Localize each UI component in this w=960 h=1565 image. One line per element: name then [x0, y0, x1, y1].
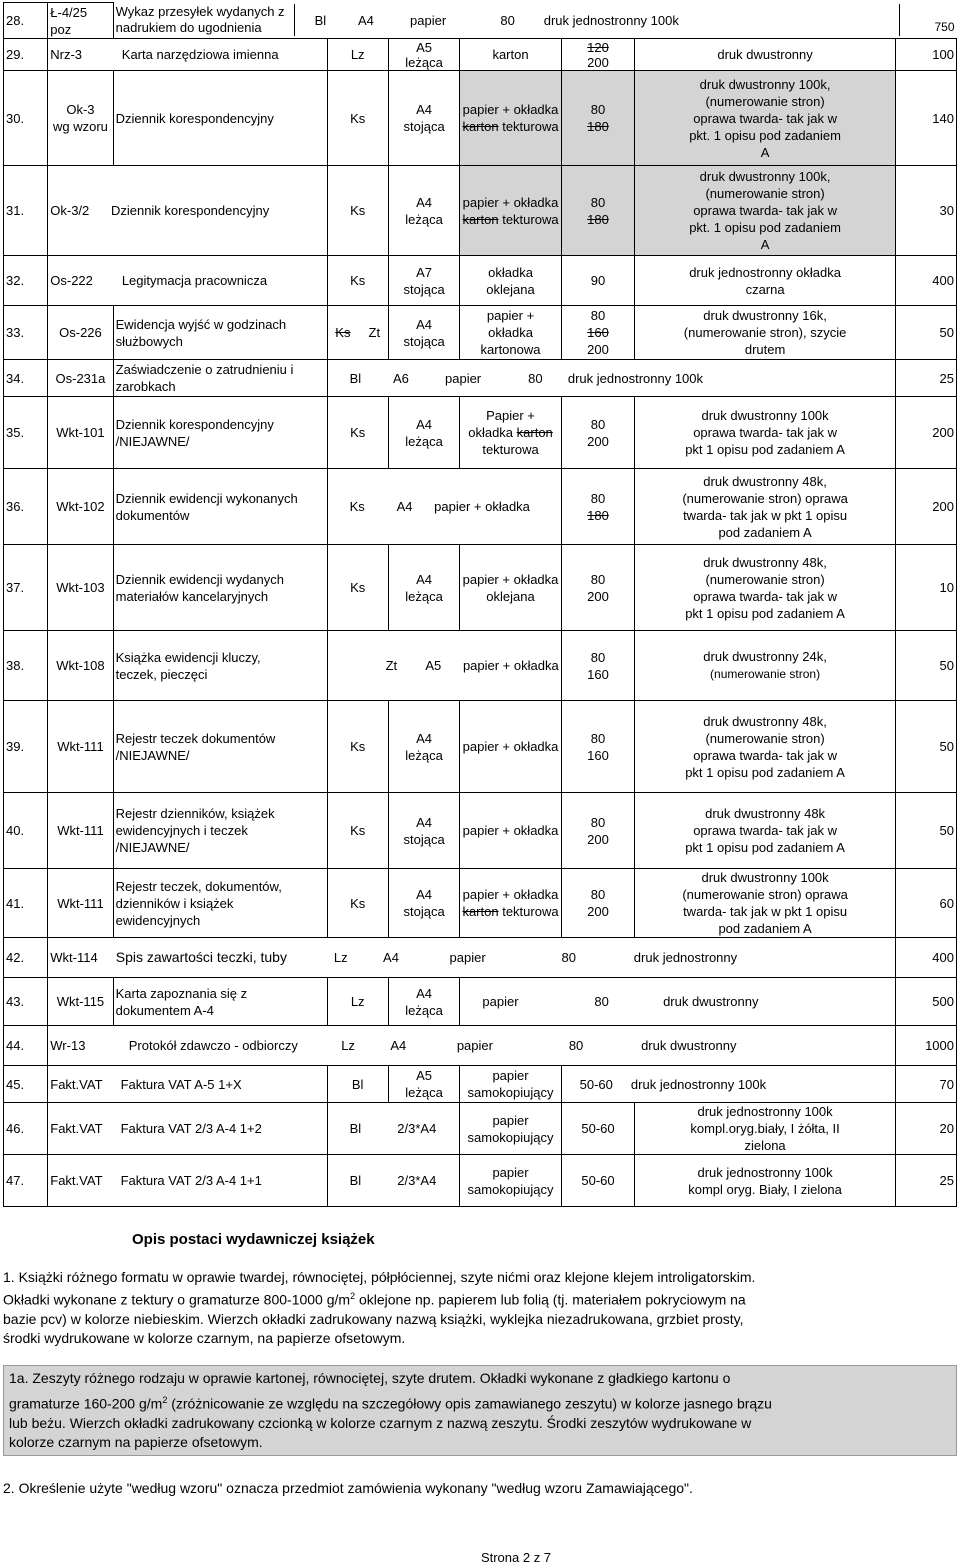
row-number: 39. [4, 701, 48, 793]
table-row [4, 631, 957, 701]
row-number: 40. [4, 793, 48, 869]
row-number: 28. [4, 3, 48, 39]
form-print: druk dwustronny 48k, (numerowanie stron) oprawa twarda- tak jak w pkt 1 opisu pod zadaniem A [635, 469, 895, 545]
quantity: 60 [895, 869, 956, 938]
form-print: druk dwustronny 16k, (numerowanie stron), szycie drutem [635, 306, 895, 360]
form-material: papier + okładka karton tekturowa [460, 166, 561, 256]
quantity: 750 [899, 4, 957, 36]
form-type: Ks [327, 71, 388, 166]
form-type: Ks [327, 545, 388, 631]
form-specs: Zt A5 papier + okładka [327, 631, 561, 701]
form-code: Wkt-102 [48, 469, 113, 545]
table-row [4, 1066, 957, 1103]
form-type: Ks Zt [327, 306, 388, 360]
form-weight: 80 180 [561, 71, 635, 166]
form-specs: papier 80 druk dwustronny [460, 978, 895, 1026]
form-weight: 80 200 [561, 869, 635, 938]
form-type: Lz [327, 978, 388, 1026]
form-weight: 50-60 [561, 1155, 635, 1207]
form-name: Ewidencja wyjść w godzinach służbowych [113, 306, 327, 360]
form-weight: 80 160 [561, 701, 635, 793]
form-name: Zaświadczenie o zatrudnieniu i zarobkach [113, 360, 327, 397]
quantity: 10 [895, 545, 956, 631]
form-material: papier + okładka [460, 701, 561, 793]
form-material: papier + okładka [460, 793, 561, 869]
form-material: okładka oklejana [460, 256, 561, 306]
form-name: Dziennik ewidencji wykonanych dokumentów [113, 469, 327, 545]
form-name: Wykaz przesyłek wydanych z nadrukiem do ugodnienia [114, 4, 295, 36]
row-number: 33. [4, 306, 48, 360]
form-specs: 50-60 druk jednostronny 100k [561, 1066, 895, 1103]
quantity: 50 [895, 306, 956, 360]
form-material: papier + okładka karton tekturowa [460, 71, 561, 166]
form-name: Dziennik korespondencyjny /NIEJAWNE/ [113, 397, 327, 469]
form-material: karton [460, 39, 561, 71]
quantity: 1000 [895, 1026, 956, 1066]
table-row [4, 1026, 957, 1066]
form-format: A4 stojąca [388, 306, 460, 360]
form-code: Wkt-115 [48, 978, 113, 1026]
form-format: A4 leżąca [388, 545, 460, 631]
form-print: druk dwustronny [635, 39, 895, 71]
forms-table [3, 2, 957, 1207]
form-format: A4 stojąca [388, 793, 460, 869]
quantity: 400 [895, 938, 956, 978]
form-format: A4 stojąca [388, 71, 460, 166]
form-type-format: Bl 2/3*A4 [327, 1155, 460, 1207]
note-1a: 1a. Zeszyty różnego rodzaju w oprawie kartonej, równociętej, szyte drutem. Okładki wykonane z gładkiego kartonu o gramaturze 160-200 $g/m^2$ (zróżnicowanie ze względu na szczegółowy opis zamawianego zeszytu) w kolorze jasnego brązu lub beżu. Wierzch okładki zadrukowany czcionką w kolorze czarnym z nazwą zeszytu. Środki zeszytów wydrukowane w kolorze czarnym na papierze ofsetowym. [3, 1365, 957, 1456]
form-type: Ks [327, 869, 388, 938]
form-code: Wkt-111 [48, 701, 113, 793]
form-type: Ks [327, 397, 388, 469]
form-code: Os-226 [48, 306, 113, 360]
table-row [4, 306, 957, 360]
form-weight: 50-60 [561, 1103, 635, 1155]
table-row [4, 1103, 957, 1155]
form-type: Ks [327, 701, 388, 793]
row-number: 36. [4, 469, 48, 545]
form-format: A4 leżąca [388, 701, 460, 793]
form-weight: 80 200 [561, 397, 635, 469]
table-row [4, 360, 957, 397]
form-print: druk dwustronny 48k oprawa twarda- tak jak w pkt 1 opisu pod zadaniem A [635, 793, 895, 869]
form-code: Ł-4/25 poz [48, 3, 113, 39]
form-name: Rejestr teczek dokumentów /NIEJAWNE/ [113, 701, 327, 793]
form-material: Papier + okładka karton tekturowa [460, 397, 561, 469]
form-type: Bl [327, 1066, 388, 1103]
form-print: druk jednostronny 100k kompl.oryg.biały, I żółta, II zielona [635, 1103, 895, 1155]
form-code: Wkt-111 [48, 869, 113, 938]
row-number: 46. [4, 1103, 48, 1155]
quantity: 200 [895, 397, 956, 469]
table-row [4, 793, 957, 869]
table-row [4, 39, 957, 71]
form-specs: Bl A6 papier 80 druk jednostronny 100k [327, 360, 895, 397]
form-code-name: Ok-3/2 Dziennik korespondencyjny [48, 166, 327, 256]
form-format: A4 leżąca [388, 397, 460, 469]
form-print: druk dwustronny 100k, (numerowanie stron) oprawa twarda- tak jak w pkt. 1 opisu pod zadaniem A [635, 71, 895, 166]
form-weight: 80 200 [561, 793, 635, 869]
form-weight: 80 200 [561, 545, 635, 631]
form-specs: Ks A4 papier + okładka [327, 469, 561, 545]
form-material: papier samokopiujący [460, 1155, 561, 1207]
form-specs: Bl A4 papier 80 druk jednostronny 100k [314, 12, 679, 28]
row-number: 45. [4, 1066, 48, 1103]
form-format: A5 leżąca [388, 1066, 460, 1103]
form-weight: 90 [561, 256, 635, 306]
quantity: 25 [895, 1155, 956, 1207]
quantity: 100 [895, 39, 956, 71]
row-number: 47. [4, 1155, 48, 1207]
table-row [4, 978, 957, 1026]
quantity: 200 [895, 469, 956, 545]
form-weight: 80 180 [561, 469, 635, 545]
form-format: A4 leżąca [388, 166, 460, 256]
row-number: 44. [4, 1026, 48, 1066]
table-row [4, 256, 957, 306]
row-number: 37. [4, 545, 48, 631]
form-type-format: Bl 2/3*A4 [327, 1103, 460, 1155]
table-row [4, 166, 957, 256]
form-name: Rejestr dzienników, książek ewidencyjnych i teczek /NIEJAWNE/ [113, 793, 327, 869]
form-name: Dziennik ewidencji wydanych materiałów kancelaryjnych [113, 545, 327, 631]
table-row [4, 397, 957, 469]
form-material: papier samokopiujący [460, 1103, 561, 1155]
form-code-name: Fakt.VAT Faktura VAT A-5 1+X [48, 1066, 327, 1103]
form-weight: 80 180 [561, 166, 635, 256]
form-material: papier samokopiujący [460, 1066, 561, 1103]
section-heading: Opis postaci wydawniczej książek [132, 1231, 375, 1248]
form-code: Wkt-108 [48, 631, 113, 701]
quantity: 30 [895, 166, 956, 256]
row-number: 34. [4, 360, 48, 397]
form-weight: 80 160 [561, 631, 635, 701]
table-row [4, 71, 957, 166]
form-name: Dziennik korespondencyjny [113, 71, 327, 166]
row-number: 41. [4, 869, 48, 938]
form-print: druk dwustronny 24k, (numerowanie stron) [635, 631, 895, 701]
row-number: 29. [4, 39, 48, 71]
form-code: Ok-3 wg wzoru [48, 71, 113, 166]
form-type: Ks [327, 256, 388, 306]
form-code: Wkt-111 [48, 793, 113, 869]
quantity: 70 [895, 1066, 956, 1103]
form-code: Wkt-101 [48, 397, 113, 469]
form-specs: Wr-13 Protokół zdawczo - odbiorczy Lz A4 papier 80 druk dwustronny [48, 1026, 896, 1066]
row-number: 31. [4, 166, 48, 256]
form-print: druk dwustronny 100k oprawa twarda- tak jak w pkt 1 opisu pod zadaniem A [635, 397, 895, 469]
quantity: 20 [895, 1103, 956, 1155]
quantity: 25 [895, 360, 956, 397]
table-row [4, 1155, 957, 1207]
form-material: papier + okładka kartonowa [460, 306, 561, 360]
form-code-name: Fakt.VAT Faktura VAT 2/3 A-4 1+1 [48, 1155, 327, 1207]
table-row [4, 938, 957, 978]
quantity: 500 [895, 978, 956, 1026]
quantity: 50 [895, 793, 956, 869]
form-code: Os-231a [48, 360, 113, 397]
row-number: 42. [4, 938, 48, 978]
form-print: druk dwustronny 100k (numerowanie stron) oprawa twarda- tak jak w pkt 1 opisu pod zadaniem A [635, 869, 895, 938]
page-footer: Strona 2 z 7 [480, 1550, 552, 1565]
form-weight: 120 200 [561, 39, 635, 71]
form-print: druk dwustronny 100k, (numerowanie stron) oprawa twarda- tak jak w pkt. 1 opisu pod zadaniem A [635, 166, 895, 256]
table-row [4, 869, 957, 938]
form-print: druk jednostronny 100k kompl oryg. Biały, I zielona [635, 1155, 895, 1207]
form-material: papier + okładka oklejana [460, 545, 561, 631]
form-format: A7 stojąca [388, 256, 460, 306]
form-print: druk dwustronny 48k, (numerowanie stron) oprawa twarda- tak jak w pkt 1 opisu pod zadaniem A [635, 545, 895, 631]
row-number: 38. [4, 631, 48, 701]
quantity: 50 [895, 701, 956, 793]
table-row [4, 701, 957, 793]
form-print: druk dwustronny 48k, (numerowanie stron) oprawa twarda- tak jak w pkt 1 opisu pod zadaniem A [635, 701, 895, 793]
form-name: Rejestr teczek, dokumentów, dzienników i książek ewidencyjnych [113, 869, 327, 938]
form-print: druk jednostronny okładka czarna [635, 256, 895, 306]
table-row [4, 3, 957, 39]
form-format: A4 stojąca [388, 869, 460, 938]
form-format: A5 leżąca [388, 39, 460, 71]
row-number: 30. [4, 71, 48, 166]
form-code: Wkt-103 [48, 545, 113, 631]
form-code-name: Nrz-3 Karta narzędziowa imienna [48, 39, 327, 71]
form-specs: Wkt-114 Spis zawartości teczki, tuby Lz A4 papier 80 druk jednostronny [48, 938, 896, 978]
form-name: Książka ewidencji kluczy, teczek, pieczęci [113, 631, 327, 701]
form-material: papier + okładka karton tekturowa [460, 869, 561, 938]
quantity: 140 [895, 71, 956, 166]
note-2: 2. Określenie użyte "według wzoru" oznacza przedmiot zamówienia wykonany "według wzoru Zamawiającego". [3, 1480, 693, 1496]
note-1: 1. Książki różnego formatu w oprawie twardej, równociętej, półpłóciennej, szyte nićmi oraz klejone klejem introligatorskim. Okładki wykonane z tektury o gramaturze 800-1000 $g/m^2$ oklejone np. papierem lub folią (tj. materiałem pokryciowym na bazie pcv) w kolorze niebieskim. Wierzch okładki zadrukowany nazwą książki, wyklejka niezadrukowana, grzbiet prosty, środki wydrukowane w kolorze czarnym, na papierze ofsetowym. [3, 1269, 756, 1346]
quantity: 50 [895, 631, 956, 701]
row-number: 35. [4, 397, 48, 469]
table-row [4, 469, 957, 545]
form-format: A4 leżąca [388, 978, 460, 1026]
form-code-name: Fakt.VAT Faktura VAT 2/3 A-4 1+2 [48, 1103, 327, 1155]
form-type: Ks [327, 793, 388, 869]
table-row [4, 545, 957, 631]
quantity: 400 [895, 256, 956, 306]
form-type: Ks [327, 166, 388, 256]
row-number: 32. [4, 256, 48, 306]
form-type: Lz [327, 39, 388, 71]
form-code-name: Os-222 Legitymacja pracownicza [48, 256, 327, 306]
form-weight: 80 160 200 [561, 306, 635, 360]
form-name: Karta zapoznania się z dokumentem A-4 [113, 978, 327, 1026]
row-number: 43. [4, 978, 48, 1026]
